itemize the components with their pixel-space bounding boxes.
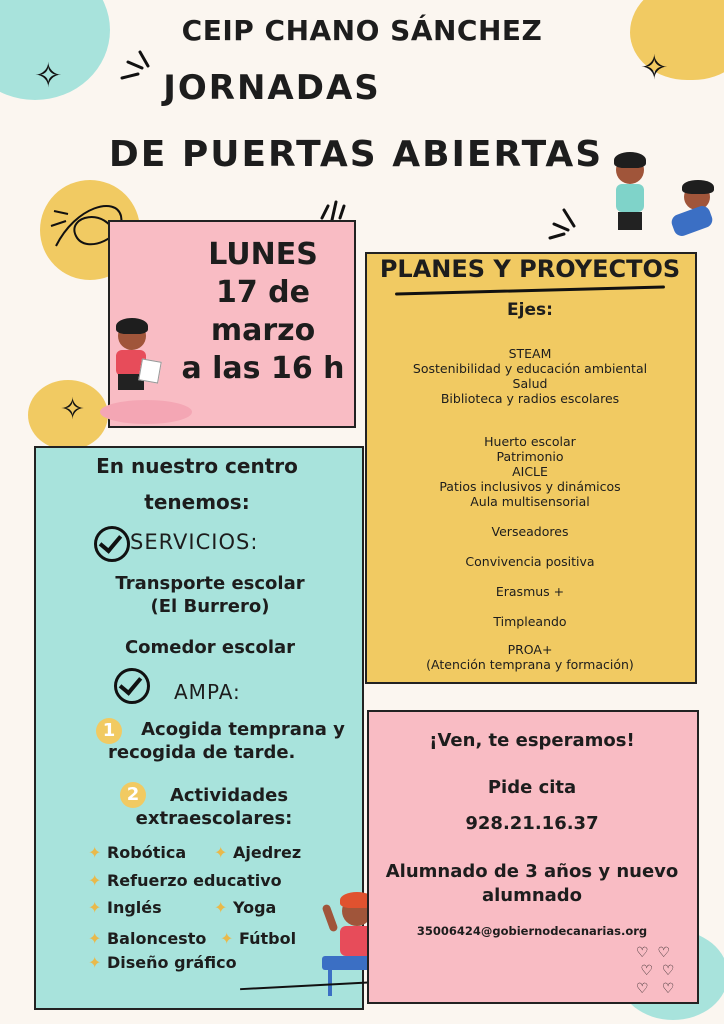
list-item: Patrimonio bbox=[496, 449, 564, 464]
list-item: Huerto escolar bbox=[484, 434, 576, 449]
list-item: Verseadores bbox=[491, 524, 569, 539]
activity-yoga bbox=[214, 898, 276, 917]
star-icon: ✦ bbox=[88, 898, 102, 917]
ampa-item-line: Actividades bbox=[169, 785, 289, 806]
activity-label: Yoga bbox=[232, 898, 277, 917]
star-icon: ✦ bbox=[88, 929, 102, 948]
check-icon bbox=[94, 526, 130, 562]
ejes-label: Ejes: bbox=[507, 300, 553, 320]
activity-baloncesto bbox=[88, 929, 206, 948]
list-item: Biblioteca y radios escolares bbox=[440, 391, 620, 406]
ampa-item-1 bbox=[108, 718, 358, 764]
planes-title: PLANES Y PROYECTOS bbox=[379, 255, 681, 283]
date-line: LUNES bbox=[208, 237, 318, 272]
burst-lines-icon bbox=[548, 204, 588, 248]
list-item: Salud bbox=[512, 376, 548, 391]
centro-title bbox=[34, 448, 360, 520]
list-item: AICLE bbox=[512, 464, 548, 479]
activity-ingles bbox=[88, 898, 162, 917]
activity-refuerzo bbox=[88, 871, 282, 890]
number-badge-2: 2 bbox=[120, 782, 146, 808]
servicio-comedor: Comedor escolar bbox=[124, 637, 296, 658]
activity-ajedrez bbox=[214, 843, 301, 862]
pide-cita-text: Pide cita bbox=[487, 777, 577, 798]
list-item: Convivencia positiva bbox=[465, 554, 595, 569]
activity-label: Fútbol bbox=[238, 929, 297, 948]
activity-diseno bbox=[88, 953, 237, 972]
star-icon: ✦ bbox=[88, 871, 102, 890]
proa-item bbox=[365, 642, 695, 672]
activity-futbol bbox=[220, 929, 296, 948]
check-icon bbox=[114, 668, 150, 704]
ampa-item-line: Acogida temprana y bbox=[141, 719, 345, 740]
alumnado-line: Alumnado de 3 años y nuevo bbox=[385, 861, 679, 882]
sparkle-icon: ✧ bbox=[34, 56, 63, 96]
alumnado-text bbox=[367, 860, 697, 908]
list-item: (Atención temprana y formación) bbox=[426, 657, 634, 672]
list-item: Patios inclusivos y dinámicos bbox=[439, 479, 621, 494]
servicio-line: (El Burrero) bbox=[150, 596, 270, 617]
ampa-label: AMPA: bbox=[174, 680, 241, 704]
ampa-item-line: extraescolares: bbox=[135, 808, 293, 829]
list-item: STEAM bbox=[508, 346, 552, 361]
list-item: Aula multisensorial bbox=[470, 494, 590, 509]
sparkle-icon: ✧ bbox=[60, 392, 86, 427]
alumnado-line: alumnado bbox=[481, 885, 583, 906]
activity-label: Inglés bbox=[106, 898, 162, 917]
list-item: Erasmus + bbox=[495, 584, 565, 599]
ampa-item-line: recogida de tarde. bbox=[108, 742, 296, 763]
star-icon: ✦ bbox=[88, 953, 102, 972]
star-icon: ✦ bbox=[220, 929, 234, 948]
activity-label: Baloncesto bbox=[106, 929, 207, 948]
list-item: Timpleando bbox=[493, 614, 567, 629]
activity-label: Diseño gráfico bbox=[106, 953, 237, 972]
phone-number: 928.21.16.37 bbox=[465, 813, 599, 834]
ejes-group-2 bbox=[365, 434, 695, 509]
child-reading-illustration bbox=[100, 316, 192, 426]
ampa-item-2 bbox=[94, 784, 334, 830]
hearts-icon: ♡ ♡ ♡ ♡ ♡ ♡ bbox=[636, 945, 675, 997]
activity-label: Refuerzo educativo bbox=[106, 871, 282, 890]
star-icon: ✦ bbox=[88, 843, 102, 862]
date-line: a las 16 h bbox=[181, 351, 345, 386]
centro-title-line: tenemos: bbox=[144, 490, 250, 514]
welcome-text: ¡Ven, te esperamos! bbox=[429, 730, 635, 751]
page-title-line2: DE PUERTAS ABIERTAS bbox=[108, 134, 604, 175]
servicios-label: SERVICIOS: bbox=[130, 530, 259, 554]
number-badge-1: 1 bbox=[96, 718, 122, 744]
sparkle-icon: ✧ bbox=[640, 48, 669, 88]
list-item: PROA+ bbox=[507, 642, 553, 657]
school-name: CEIP CHANO SÁNCHEZ bbox=[181, 14, 543, 47]
centro-title-line: En nuestro centro bbox=[96, 454, 298, 478]
star-icon: ✦ bbox=[214, 843, 228, 862]
activity-label: Robótica bbox=[106, 843, 187, 862]
page-title-line1: JORNADAS bbox=[163, 68, 381, 108]
date-line: 17 de bbox=[215, 275, 310, 310]
servicio-transporte bbox=[60, 572, 360, 618]
servicio-line: Transporte escolar bbox=[115, 573, 305, 594]
activity-label: Ajedrez bbox=[232, 843, 302, 862]
ejes-group-1 bbox=[365, 346, 695, 406]
date-line: marzo bbox=[210, 313, 316, 348]
list-item: Sostenibilidad y educación ambiental bbox=[412, 361, 648, 376]
email-address: 35006424@gobiernodecanarias.org bbox=[416, 924, 648, 938]
star-icon: ✦ bbox=[214, 898, 228, 917]
children-illustration bbox=[606, 150, 724, 250]
activity-robotica bbox=[88, 843, 186, 862]
